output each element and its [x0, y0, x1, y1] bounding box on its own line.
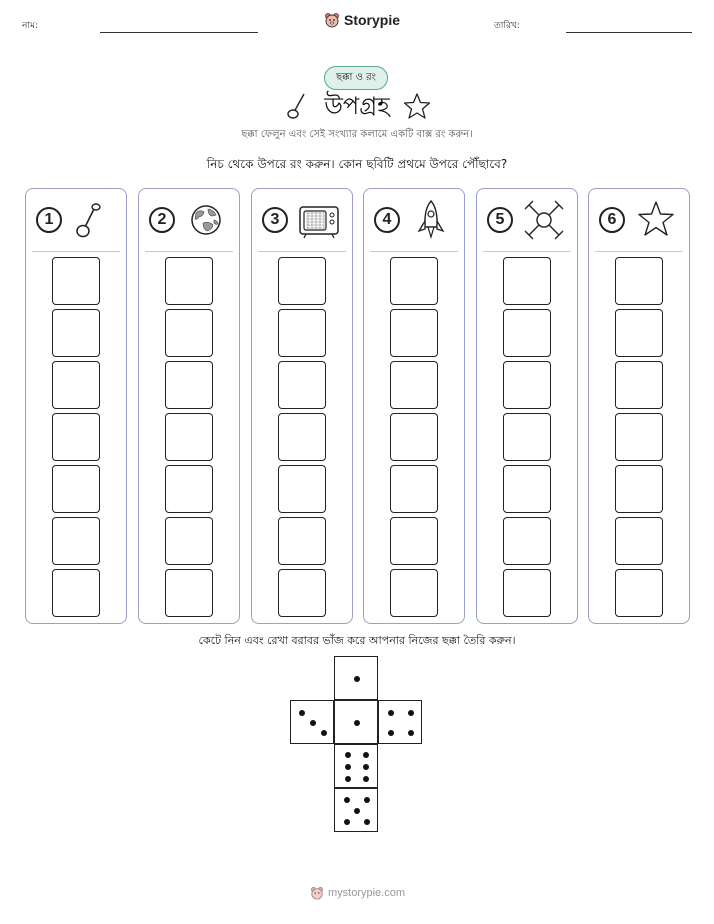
color-box[interactable]	[165, 309, 213, 357]
dice-face-3	[290, 700, 334, 744]
dice-face-1	[334, 656, 378, 700]
column-number: 2	[149, 207, 175, 233]
dice-face-6	[334, 744, 378, 788]
color-box[interactable]	[52, 309, 100, 357]
color-box[interactable]	[503, 465, 551, 513]
category-badge: ছক্কা ও রং	[324, 66, 388, 90]
date-label: তারিখ:	[494, 21, 520, 31]
color-box[interactable]	[278, 309, 326, 357]
color-box[interactable]	[390, 569, 438, 617]
color-box[interactable]	[278, 465, 326, 513]
color-box[interactable]	[390, 465, 438, 513]
dice-pip	[364, 819, 370, 825]
dice-pip	[345, 752, 351, 758]
color-box[interactable]	[165, 257, 213, 305]
dice-pip	[388, 710, 394, 716]
name-label: নাম:	[22, 21, 39, 31]
cut-instruction: কেটে নিন এবং রেখা বরাবর ভাঁজ করে আপনার নিজের ছক্কা তৈরি করুন।	[198, 634, 516, 647]
column-divider	[595, 251, 683, 252]
color-box[interactable]	[52, 517, 100, 565]
color-box[interactable]	[278, 569, 326, 617]
column-divider	[370, 251, 458, 252]
color-box[interactable]	[278, 517, 326, 565]
star-icon	[402, 92, 432, 120]
color-box[interactable]	[615, 517, 663, 565]
column-4	[363, 188, 465, 624]
dice-face-4	[378, 700, 422, 744]
dice-pip	[344, 797, 350, 803]
column-header	[139, 189, 239, 251]
dice-pip	[345, 776, 351, 782]
dice-pip	[364, 797, 370, 803]
color-box[interactable]	[615, 361, 663, 409]
color-box[interactable]	[165, 361, 213, 409]
color-box[interactable]	[390, 413, 438, 461]
column-number: 5	[487, 207, 513, 233]
column-header	[364, 189, 464, 251]
color-box[interactable]	[615, 309, 663, 357]
color-box[interactable]	[503, 257, 551, 305]
column-number: 4	[374, 207, 400, 233]
color-box[interactable]	[52, 465, 100, 513]
color-box[interactable]	[615, 569, 663, 617]
name-line[interactable]	[100, 32, 258, 33]
column-number: 3	[262, 207, 288, 233]
footer-url: mystorypie.com	[328, 887, 406, 899]
dice-pip	[363, 752, 369, 758]
color-box[interactable]	[165, 569, 213, 617]
color-box[interactable]	[278, 413, 326, 461]
color-box[interactable]	[165, 465, 213, 513]
satellite-dish-icon	[70, 199, 116, 241]
dice-pip	[344, 819, 350, 825]
star-icon	[633, 199, 679, 241]
color-box[interactable]	[165, 517, 213, 565]
bear-face-icon	[310, 886, 324, 900]
column-3	[251, 188, 353, 624]
dice-pip	[354, 720, 360, 726]
page-title: উপগ্রহ	[324, 92, 390, 120]
column-divider	[258, 251, 346, 252]
column-divider	[483, 251, 571, 252]
column-header	[589, 189, 689, 251]
dice-pip	[408, 710, 414, 716]
column-number: 6	[599, 207, 625, 233]
brand-name: Storypie	[344, 12, 401, 28]
column-5	[476, 188, 578, 624]
dice-pip	[408, 730, 414, 736]
color-box[interactable]	[52, 257, 100, 305]
dice-face-5	[334, 788, 378, 832]
dice-face-1	[334, 700, 378, 744]
color-box[interactable]	[165, 413, 213, 461]
color-box[interactable]	[503, 413, 551, 461]
dice-pip	[354, 676, 360, 682]
color-box[interactable]	[615, 257, 663, 305]
brand-logo	[324, 12, 400, 28]
dice-pip	[321, 730, 327, 736]
color-box[interactable]	[503, 309, 551, 357]
instruction: নিচ থেকে উপরে রং করুন। কোন ছবিটি প্রথমে উপরে পৌঁছাবে?	[206, 157, 508, 171]
color-box[interactable]	[615, 465, 663, 513]
column-header	[477, 189, 577, 251]
satellite-icon	[521, 199, 567, 241]
color-box[interactable]	[615, 413, 663, 461]
date-line[interactable]	[566, 32, 692, 33]
color-box[interactable]	[503, 361, 551, 409]
color-box[interactable]	[278, 257, 326, 305]
column-divider	[32, 251, 120, 252]
dice-pip	[363, 764, 369, 770]
column-6	[588, 188, 690, 624]
dice-pip	[388, 730, 394, 736]
dice-pip	[310, 720, 316, 726]
dice-pip	[363, 776, 369, 782]
column-header	[252, 189, 352, 251]
dice-pip	[345, 764, 351, 770]
subtitle: ছক্কা ফেলুন এবং সেই সংখ্যার কলামে একটি বাক্স রং করুন।	[241, 129, 473, 140]
color-box[interactable]	[52, 361, 100, 409]
column-divider	[145, 251, 233, 252]
color-box[interactable]	[52, 569, 100, 617]
retro-tv-icon	[296, 199, 342, 241]
column-1	[25, 188, 127, 624]
column-header	[26, 189, 126, 251]
column-number: 1	[36, 207, 62, 233]
column-2	[138, 188, 240, 624]
footer	[310, 886, 405, 900]
dice-pip	[354, 808, 360, 814]
color-box[interactable]	[52, 413, 100, 461]
color-box[interactable]	[390, 517, 438, 565]
dice-pip	[299, 710, 305, 716]
color-box[interactable]	[390, 309, 438, 357]
color-box[interactable]	[278, 361, 326, 409]
bear-face-icon	[324, 12, 340, 28]
color-box[interactable]	[503, 517, 551, 565]
rocket-icon	[408, 199, 454, 241]
color-box[interactable]	[390, 257, 438, 305]
color-box[interactable]	[390, 361, 438, 409]
earth-globe-icon	[183, 199, 229, 241]
color-box[interactable]	[503, 569, 551, 617]
